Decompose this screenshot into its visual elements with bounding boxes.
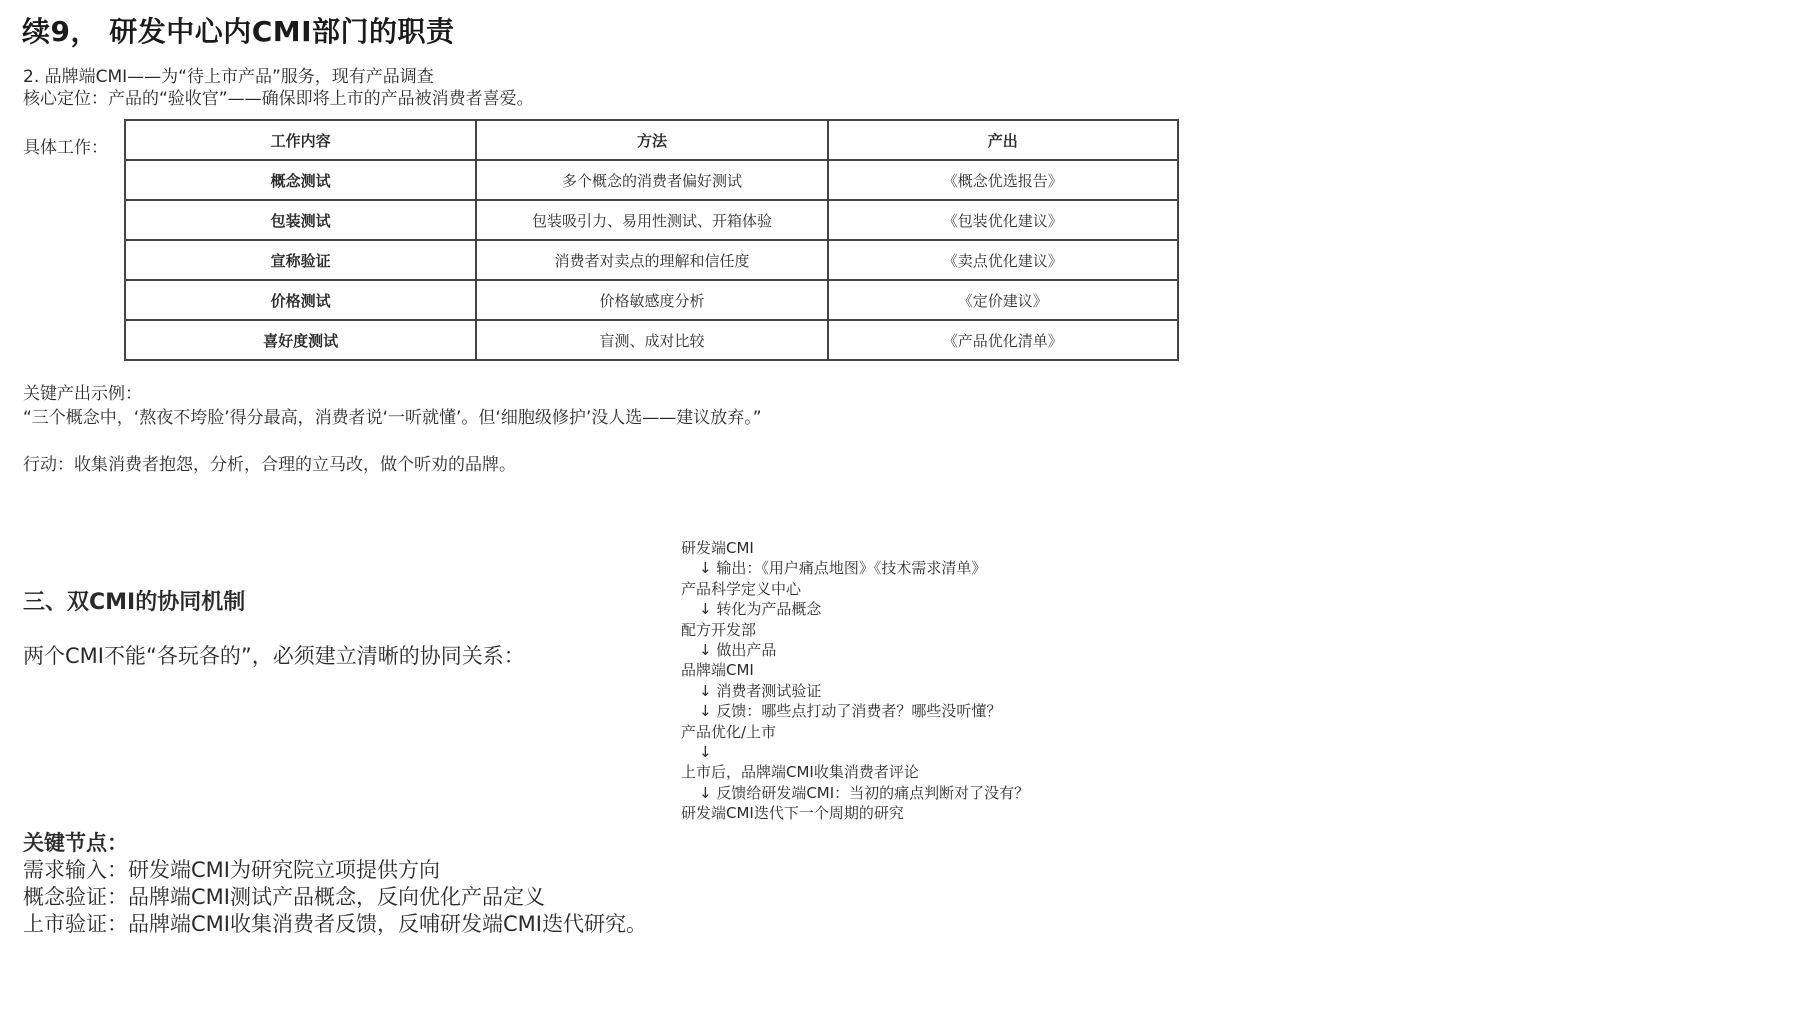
cell-work: 概念测试 [125, 160, 476, 200]
work-table [124, 119, 1179, 361]
flow-step: ↓ 输出：《用户痛点地图》《技术需求清单》 [699, 559, 987, 578]
example-quote: “三个概念中，‘熬夜不垮脸’得分最高，消费者说‘一听就懂’。但‘细胞级修护’没人选——建议放弃。” [23, 408, 762, 428]
header-method: 方法 [476, 120, 827, 160]
cell-method: 包装吸引力、易用性测试、开箱体验 [476, 200, 827, 240]
cell-work: 包装测试 [125, 200, 476, 240]
key-node-item: 上市验证：品牌端CMI收集消费者反馈，反哺研发端CMI迭代研究。 [23, 912, 647, 936]
flow-step: ↓ 反馈：哪些点打动了消费者？哪些没听懂？ [699, 702, 1002, 721]
key-node-item: 概念验证：品牌端CMI测试产品概念，反向优化产品定义 [23, 885, 545, 909]
header-output: 产出 [828, 120, 1178, 160]
flow-node: 研发端CMI [681, 539, 754, 557]
table-row [125, 160, 1178, 200]
intro-line-brand-cmi: 2. 品牌端CMI——为“待上市产品”服务，现有产品调查 [23, 67, 434, 87]
cell-output: 《产品优化清单》 [828, 320, 1178, 360]
intro-line-core-position: 核心定位：产品的“验收官”——确保即将上市的产品被消费者喜爱。 [23, 89, 534, 109]
section-3-heading: 三、双CMI的协同机制 [23, 590, 246, 615]
section-3-description: 两个CMI不能“各玩各的”，必须建立清晰的协同关系： [23, 644, 525, 668]
flow-node: 产品优化/上市 [681, 722, 777, 741]
cell-output: 《卖点优化建议》 [828, 240, 1178, 280]
cell-work: 价格测试 [125, 280, 476, 320]
cell-output: 《包装优化建议》 [828, 200, 1178, 240]
flow-node: 配方开发部 [681, 620, 757, 639]
flow-step: ↓ [699, 743, 712, 762]
cell-method: 多个概念的消费者偏好测试 [476, 160, 827, 200]
flow-node: 上市后，品牌端CMI收集消费者评论 [681, 763, 919, 782]
flow-step: ↓ 消费者测试验证 [699, 681, 822, 700]
cell-work: 喜好度测试 [125, 320, 476, 360]
example-label: 关键产出示例： [23, 384, 142, 404]
flow-node: 产品科学定义中心 [681, 579, 802, 598]
flow-step: ↓ 转化为产品概念 [699, 600, 822, 619]
table-header-row [125, 120, 1178, 160]
intro-block [23, 66, 534, 110]
cell-work: 宣称验证 [125, 240, 476, 280]
header-work-content: 工作内容 [125, 120, 476, 160]
key-output-example [23, 382, 762, 430]
page-title: 续9， 研发中心内CMI部门的职责 [22, 15, 455, 48]
cell-output: 《概念优选报告》 [828, 160, 1178, 200]
flow-node: 品牌端CMI [681, 661, 754, 680]
flow-node: 研发端CMI迭代下一个周期的研究 [681, 804, 904, 823]
table-row [125, 320, 1178, 360]
cell-method: 消费者对卖点的理解和信任度 [476, 240, 827, 280]
collaboration-flow [681, 538, 1029, 824]
key-nodes [23, 830, 647, 938]
flow-step: ↓ 反馈给研发端CMI：当初的痛点判断对了没有？ [699, 783, 1030, 802]
key-nodes-heading: 关键节点： [23, 831, 128, 855]
key-node-item: 需求输入：研发端CMI为研究院立项提供方向 [23, 858, 440, 882]
table-row [125, 240, 1178, 280]
flow-step: ↓ 做出产品 [699, 641, 777, 660]
work-label: 具体工作： [23, 138, 108, 158]
cell-method: 盲测、成对比较 [476, 320, 827, 360]
cell-method: 价格敏感度分析 [476, 280, 827, 320]
table-row [125, 280, 1178, 320]
cell-output: 《定价建议》 [828, 280, 1178, 320]
table-row [125, 200, 1178, 240]
action-line: 行动：收集消费者抱怨，分析，合理的立马改，做个听劝的品牌。 [23, 455, 516, 475]
